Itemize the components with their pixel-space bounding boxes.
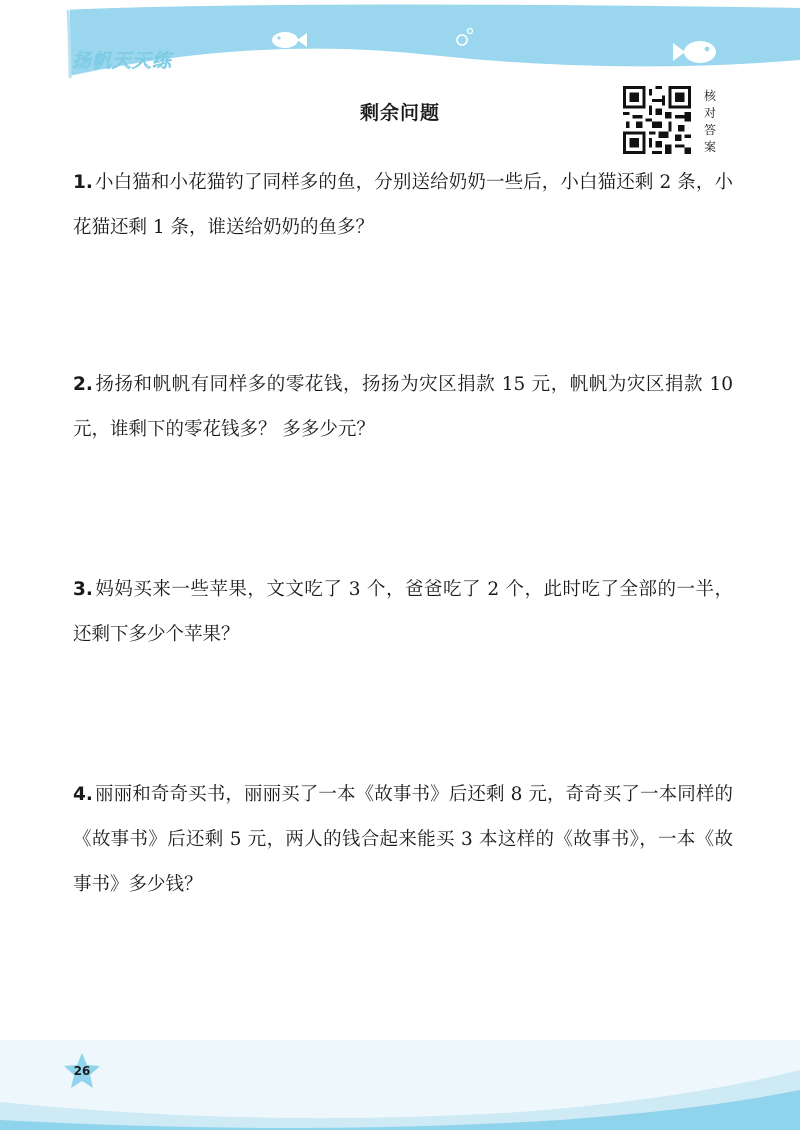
question-3 <box>73 567 733 657</box>
question-number: 2. <box>73 374 93 395</box>
qr-label-char: 案 <box>703 140 716 154</box>
question-number: 3. <box>73 579 93 600</box>
question-text: 丽丽和奇奇买书，丽丽买了一本《故事书》后还剩 8 元，奇奇买了一本同样的《故事书》后还剩 5 元，两人的钱合起来能买 3 本这样的《故事书》，一本《故事书》多少钱？ <box>73 784 733 895</box>
question-text: 扬扬和帆帆有同样多的零花钱，扬扬为灾区捐款 15 元，帆帆为灾区捐款 10 元，谁剩下的零花钱多？ 多多少元？ <box>73 374 733 440</box>
qr-label-char: 答 <box>703 123 716 137</box>
footer-wave-band <box>0 1040 800 1130</box>
qr-label <box>701 88 719 156</box>
question-number: 1. <box>73 172 93 193</box>
page-number: 26 <box>73 1064 91 1078</box>
page-title: 剩余问题 <box>359 102 440 124</box>
question-text: 妈妈买来一些苹果，文文吃了 3 个，爸爸吃了 2 个，此时吃了全部的一半，还剩下多少个苹果？ <box>73 579 733 645</box>
question-text: 小白猫和小花猫钓了同样多的鱼，分别送给奶奶一些后，小白猫还剩 2 条，小花猫还剩 1 条，谁送给奶奶的鱼多？ <box>73 172 733 238</box>
question-2 <box>73 362 733 452</box>
qr-code[interactable] <box>623 86 691 154</box>
question-number: 4. <box>73 784 93 805</box>
question-1 <box>73 160 733 250</box>
question-4 <box>73 772 733 907</box>
brand-logo: 扬帆天天练 <box>72 50 173 72</box>
header-wave-band <box>0 0 800 90</box>
qr-label-char: 核 <box>703 89 716 103</box>
qr-label-char: 对 <box>703 106 716 120</box>
